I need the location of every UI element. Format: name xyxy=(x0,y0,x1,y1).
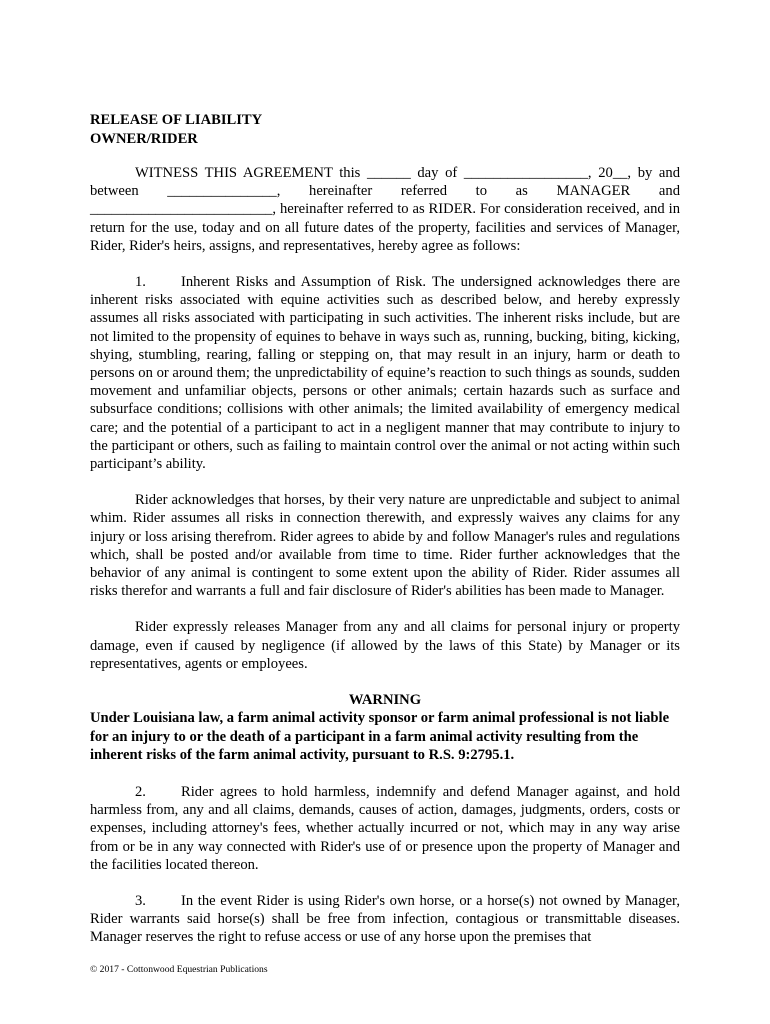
spacer xyxy=(90,765,680,783)
section-3-paragraph xyxy=(90,892,680,947)
spacer xyxy=(90,473,680,491)
spacer xyxy=(90,255,680,273)
section-3-number: 3. xyxy=(135,893,146,910)
spacer xyxy=(90,874,680,892)
document-page xyxy=(90,111,680,947)
section-1-number: 1. xyxy=(135,274,146,291)
rider-acknowledgement-paragraph: Rider acknowledges that horses, by their very nature are unpredictable and subject to animal whim. Rider assumes all risks in connection therewith, and expressly waives any claims for any injury or loss arising therefrom. Rider agrees to abide by and follow Manager's rules and regulations which, shall be posted and/or available from time to time. Rider further acknowledges that the behavior of any animal is contingent to some extent upon the ability of Rider. Rider assumes all risks therefor and warrants a full and fair disclosure of Rider's abilities has been made to Manager. xyxy=(90,492,680,600)
section-2-paragraph xyxy=(90,783,680,874)
spacer xyxy=(90,673,680,691)
rider-release-paragraph: Rider expressly releases Manager from any and all claims for personal injury or property damage, even if caused by negligence (if allowed by the laws of this State) by Manager or its representatives, agents or employees. xyxy=(90,619,680,672)
spacer xyxy=(90,148,680,164)
section-2-text: Rider agrees to hold harmless, indemnify and defend Manager against, and hold harmless from, any and all claims, demands, causes of action, damages, judgments, orders, costs or expenses, including attorney's fees, whether actually incurred or not, which may in any way arise from or be in any way connected with Rider's use of or presence upon the property of Manager and the facilities located thereon. xyxy=(90,784,680,873)
intro-paragraph: WITNESS THIS AGREEMENT this ______ day of _________________, 20__, by and between _______________, hereinafter referred to as MANAGER and _________________________, hereinafter referred to as RIDER. For consideration received, and in return for the use, today and on all future dates of the property, facilities and services of Manager, Rider, Rider's heirs, assigns, and representatives, hereby agree as follows: xyxy=(90,165,680,254)
warning-text: Under Louisiana law, a farm animal activity sponsor or farm animal professional is not liable for an injury to or the death of a participant in a farm animal activity resulting from the inherent risks of the farm animal activity, pursuant to R.S. 9:2795.1. xyxy=(90,710,670,764)
spacer xyxy=(90,600,680,618)
section-1-text: Inherent Risks and Assumption of Risk. The undersigned acknowledges there are inherent risks associated with equine activities such as described below, and hereby expressly assumes all risks associated with participating in such activities. The inherent risks include, but are not limited to the propensity of equines to behave in ways such as, running, bucking, biting, kicking, shying, stumbling, rearing, falling or stepping on, that may result in an injury, harm or death to persons on or around them; the unpredictability of equine’s reaction to such things as sounds, sudden movement and unfamiliar objects, persons or other animals; certain hazards such as surface and subsurface conditions; collisions with other animals; the limited availability of emergency medical care; and the potential of a participant to act in a negligent manner that may contribute to injury to the participant or others, such as failing to maintain control over the animal or not acting within such participant’s ability. xyxy=(90,274,680,473)
section-1-paragraph xyxy=(90,273,680,473)
copyright-footer: © 2017 - Cottonwood Equestrian Publications xyxy=(90,964,268,975)
section-3-text: In the event Rider is using Rider's own horse, or a horse(s) not owned by Manager, Rider warrants said horse(s) shall be free from infection, contagious or transmittable diseases. Manager reserves the right to refuse access or use of any horse upon the premises that xyxy=(90,893,680,946)
warning-heading: WARNING xyxy=(348,692,422,709)
document-subtitle: OWNER/RIDER xyxy=(90,130,198,147)
section-2-number: 2. xyxy=(135,784,146,801)
document-title: RELEASE OF LIABILITY xyxy=(90,112,263,128)
